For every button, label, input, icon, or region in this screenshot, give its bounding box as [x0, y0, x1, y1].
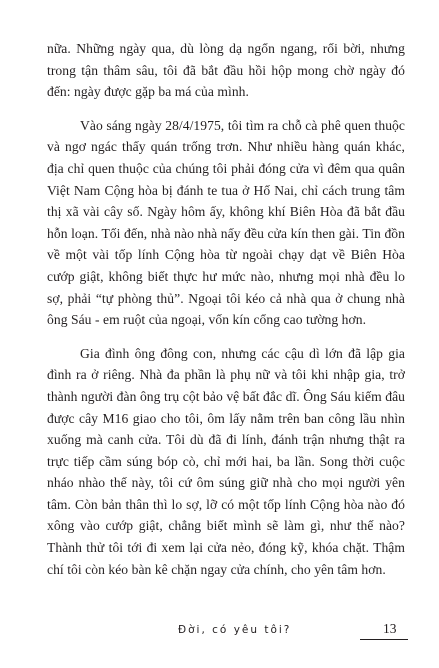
paragraph-continued: nữa. Những ngày qua, dù lòng dạ ngổn ngang, rối bời, nhưng trong tận thâm sâu, tôi đã bắt đầu hồi hộp mong chờ ngày đó đến: ngày được gặp ba má của mình.	[47, 41, 405, 100]
footer-rule	[360, 639, 408, 640]
paragraph: Vào sáng ngày 28/4/1975, tôi tìm ra chỗ cà phê quen thuộc và ngơ ngác thấy quán trống trơn. Như nhiều hàng quán khác, địa chỉ quen thuộc của chúng tôi phải đóng cửa vì đêm qua quân Việt Nam Cộng hòa bị đánh te tua ở Hố Nai, chỉ cách trung tâm thị xã vài cây số. Ngày hôm ấy, không khí Biên Hòa đã bắt đầu hỗn loạn. Tối đến, nhà nào nhà nấy đều cửa kín then gài. Tin đồn về một vài tốp lính Cộng hòa từ ngoài chạy dạt về Biên Hòa cướp giật, không biết thực hư mức nào, nhưng mọi nhà đều lo sợ, phải “tự phòng thủ”. Ngoại tôi kéo cả nhà qua ở chung nhà ông Sáu - em ruột của ngoại, vốn kín cổng cao tường hơn.	[47, 117, 405, 328]
body-text	[47, 38, 405, 580]
page-number: 13	[383, 621, 397, 636]
running-footer-title: Đời, có yêu tôi?	[178, 624, 292, 636]
paragraph: Gia đình ông đông con, nhưng các cậu dì lớn đã lập gia đình ra ở riêng. Nhà đa phần là phụ nữ và tôi khi nhập gia, trở thành người đàn ông trụ cột bảo vệ bất đắc dĩ. Ông Sáu kiếm đâu được cây M16 giao cho tôi, ôm lấy nằm trên ban công lầu nhìn xuống mà canh cửa. Tôi dù đã đi lính, đánh trận nhưng thật ra trực tiếp cầm súng bóp cò, chỉ mới hai, ba lần. Song thời cuộc nháo nhào thế này, tôi cứ ôm súng giữ nhà cho mọi người yên tâm. Còn bản thân thì lo sợ, lỡ có một tốp lính Cộng hòa nào đó xông vào cướp giật, chẳng biết mình sẽ làm gì, như thế nào? Thành thử tôi tới đi xem lại cửa nẻo, đóng kỹ, khóa chặt. Thậm chí tôi còn kéo bàn kê chặn ngay cửa chính, cho yên tâm hơn.	[47, 345, 405, 577]
page-footer	[0, 621, 439, 645]
